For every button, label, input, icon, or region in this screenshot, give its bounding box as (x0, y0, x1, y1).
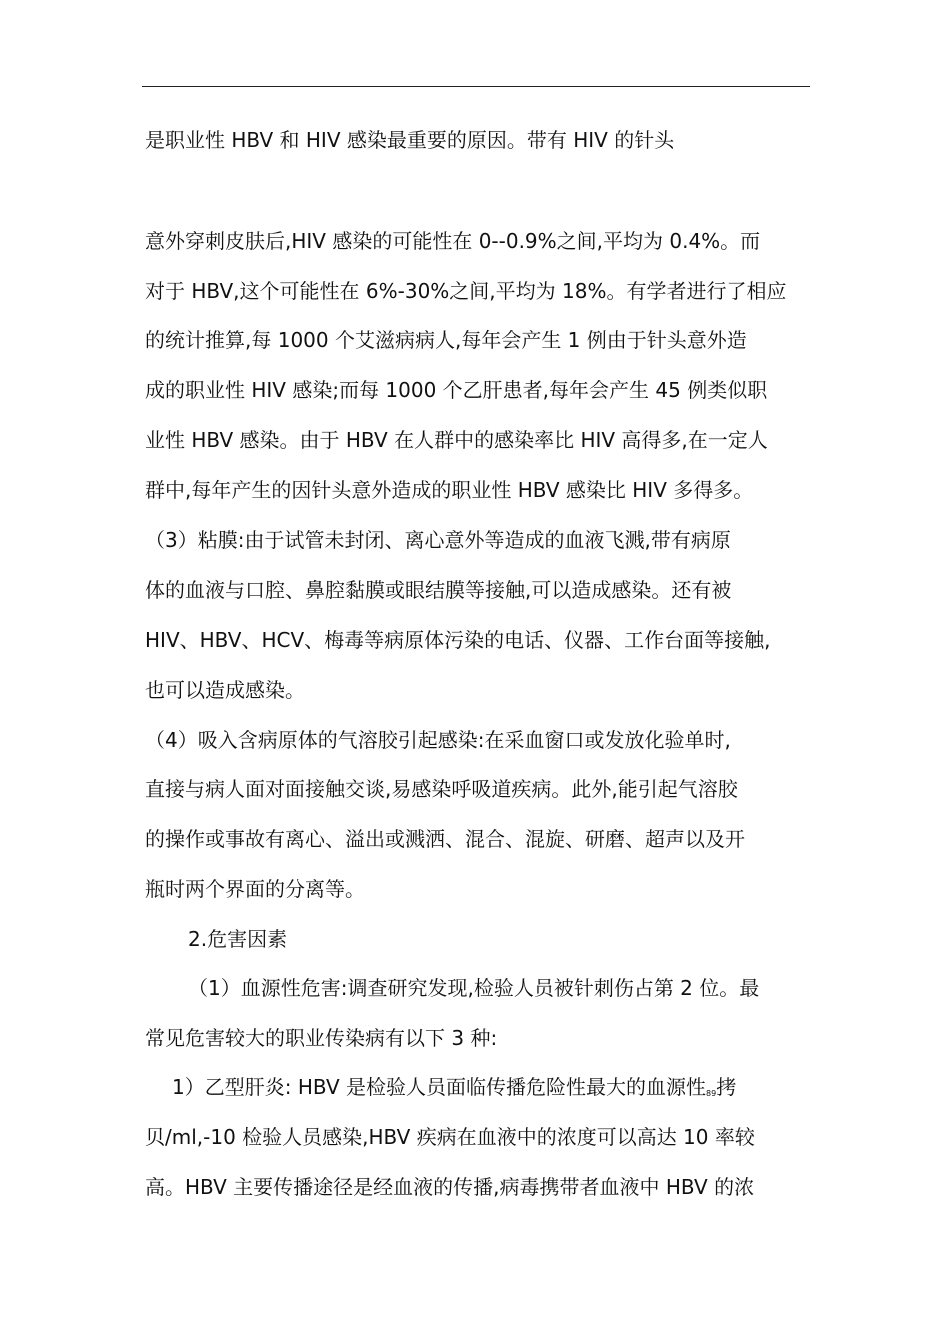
text-line: 是职业性 HBV 和 HIV 感染最重要的原因。带有 HIV 的针头 (145, 128, 675, 152)
section-heading: 2.危害因素 (188, 927, 288, 951)
text-line: HIV、HBV、HCV、梅毒等病原体污染的电话、仪器、工作台面等接触, (145, 628, 771, 652)
text-line: 的操作或事故有离心、溢出或溅洒、混合、混旋、研磨、超声以及开 (145, 827, 745, 851)
text-line: 也可以造成感染。 (145, 678, 305, 702)
text-line: 的统计推算,每 1000 个艾滋病病人,每年会产生 1 例由于针头意外造 (145, 328, 747, 352)
superscript-note: 89 (706, 1089, 717, 1098)
text-line: 群中,每年产生的因针头意外造成的职业性 HBV 感染比 HIV 多得多。 (145, 478, 754, 502)
text-line: 常见危害较大的职业传染病有以下 3 种: (145, 1026, 498, 1050)
text-line: 体的血液与口腔、鼻腔黏膜或眼结膜等接触,可以造成感染。还有被 (145, 578, 732, 602)
text-line: 瓶时两个界面的分离等。 (145, 877, 365, 901)
text-line: 高。HBV 主要传播途径是经血液的传播,病毒携带者血液中 HBV 的浓 (145, 1175, 755, 1199)
text-line: （1）血源性危害:调查研究发现,检验人员被针刺伤占第 2 位。最 (188, 976, 760, 1000)
text-line: 成的职业性 HIV 感染;而每 1000 个乙肝患者,每年会产生 45 例类似职 (145, 378, 768, 402)
text-line: 对于 HBV,这个可能性在 6%-30%之间,平均为 18%。有学者进行了相应 (145, 279, 787, 303)
text-line-main: 1）乙型肝炎: HBV 是检验人员面临传播危险性最大的血源性 (172, 1075, 707, 1099)
text-line (172, 1074, 810, 1107)
text-line: 业性 HBV 感染。由于 HBV 在人群中的感染率比 HIV 高得多,在一定人 (145, 428, 768, 452)
text-line-tail: 拷 (716, 1075, 737, 1099)
header-rule (142, 86, 810, 87)
text-line: 意外穿刺皮肤后,HIV 感染的可能性在 0--0.9%之间,平均为 0.4%。而 (145, 229, 761, 253)
text-line: 直接与病人面对面接触交谈,易感染呼吸道疾病。此外,能引起气溶胶 (145, 777, 738, 801)
text-line: （4）吸入含病原体的气溶胶引起感染:在采血窗口或发放化验单时, (145, 728, 731, 752)
text-line: （3）粘膜:由于试管未封闭、离心意外等造成的血液飞溅,带有病原 (145, 528, 731, 552)
text-line: 贝/ml,-10 检验人员感染,HBV 疾病在血液中的浓度可以高达 10 率较 (145, 1125, 755, 1149)
